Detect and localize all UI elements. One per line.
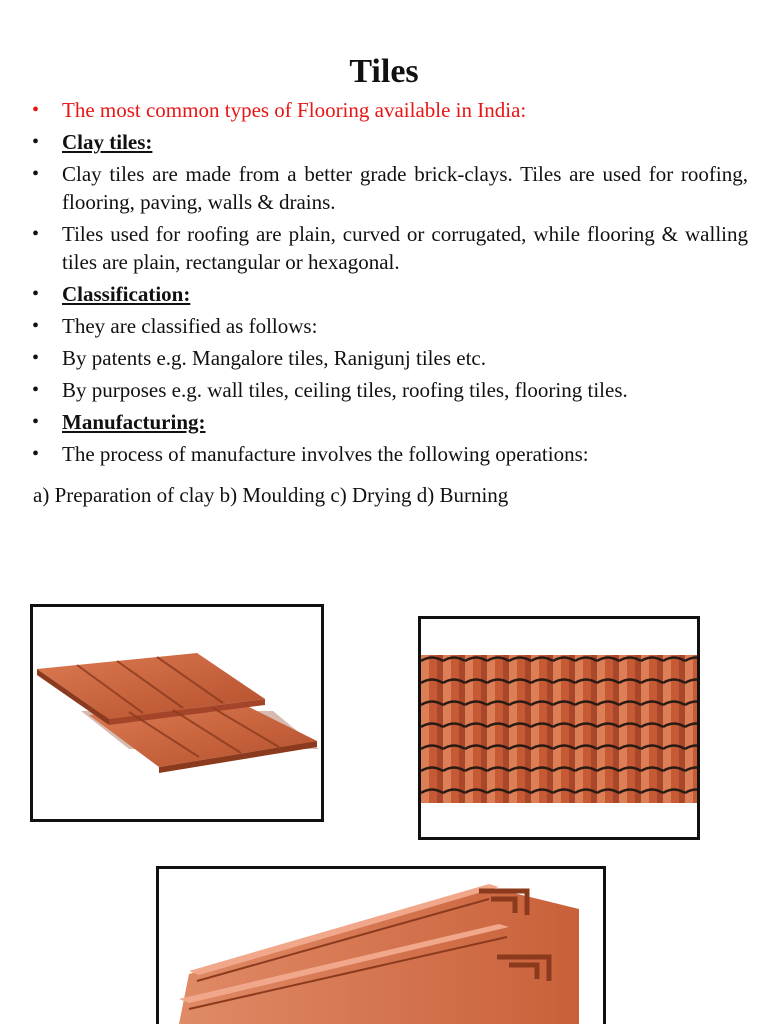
list-item [30, 220, 748, 276]
bullet-icon: • [32, 283, 40, 305]
ribbed-clay-tile-illustration [159, 869, 603, 1024]
bullet-icon: • [32, 347, 40, 369]
bullet-list [30, 96, 748, 472]
list-item [30, 344, 748, 372]
bullet-icon: • [32, 223, 40, 245]
manufacturing-intro: The process of manufacture involves the following operations: [62, 442, 589, 466]
classification-by-purposes: By purposes e.g. wall tiles, ceiling tiles, roofing tiles, flooring tiles. [62, 378, 628, 402]
bullet-icon: • [32, 315, 40, 337]
curved-roof-tiles-photo [418, 616, 700, 840]
intro-heading: The most common types of Flooring available in India: [62, 98, 527, 122]
list-item [30, 96, 748, 124]
ribbed-clay-tile-photo [156, 866, 606, 1024]
list-item [30, 160, 748, 216]
manufacturing-steps: a) Preparation of clay b) Moulding c) Drying d) Burning [33, 483, 509, 507]
mangalore-tile-photo [30, 604, 324, 822]
list-item [30, 440, 748, 468]
mangalore-tile-illustration [33, 607, 321, 819]
page-title: Tiles [349, 53, 419, 90]
bullet-icon: • [32, 443, 40, 465]
manufacturing-heading: Manufacturing: [62, 410, 206, 434]
roofing-tiles-description: Tiles used for roofing are plain, curved or corrugated, while flooring & walling tiles are plain, rectangular or hexagonal. [62, 222, 748, 274]
bullet-icon: • [32, 99, 40, 121]
clay-tiles-description: Clay tiles are made from a better grade brick-clays. Tiles are used for roofing, flooring, paving, walls & drains. [62, 162, 748, 214]
classification-by-patents: By patents e.g. Mangalore tiles, Ranigunj tiles etc. [62, 346, 486, 370]
bullet-icon: • [32, 131, 40, 153]
bullet-icon: • [32, 379, 40, 401]
list-item [30, 128, 748, 156]
list-item [30, 280, 748, 308]
bullet-icon: • [32, 411, 40, 433]
classification-heading: Classification: [62, 282, 191, 306]
list-item [30, 408, 748, 436]
classification-intro: They are classified as follows: [62, 314, 318, 338]
list-item [30, 312, 748, 340]
clay-tiles-heading: Clay tiles: [62, 130, 153, 154]
curved-roof-tiles-illustration [421, 619, 697, 837]
list-item [30, 376, 748, 404]
bullet-icon: • [32, 163, 40, 185]
